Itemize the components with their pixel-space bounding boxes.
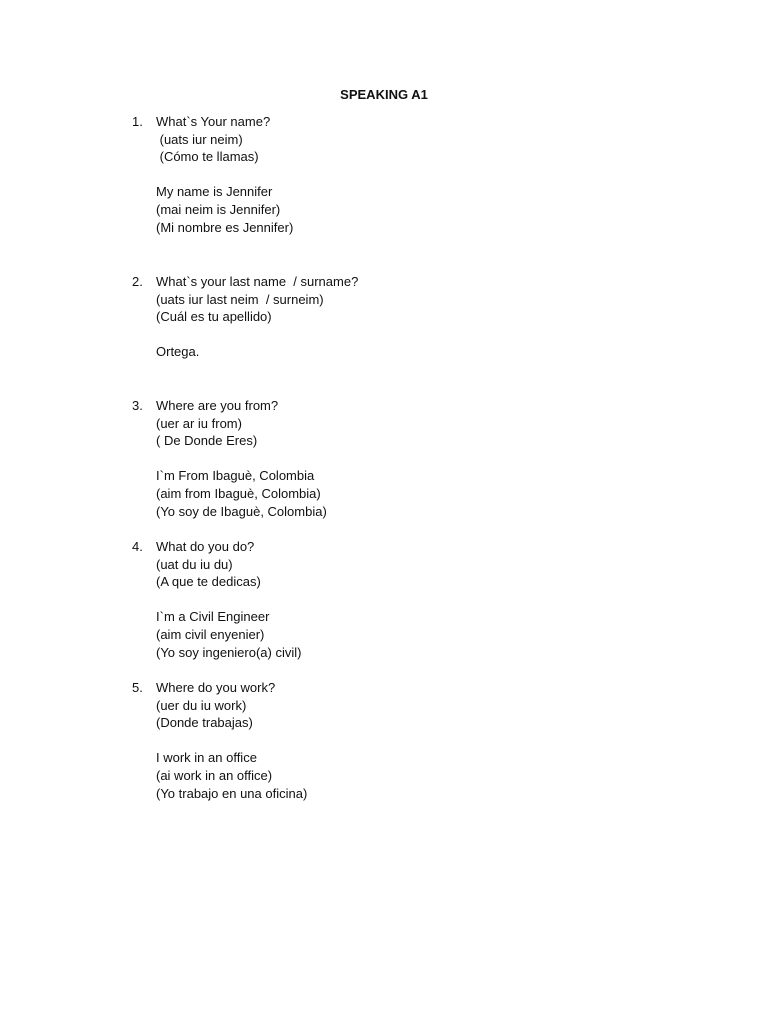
spacer: [156, 732, 646, 750]
item-body: [156, 273, 646, 361]
question-text: What`s your last name / surname?: [156, 274, 359, 289]
item-number: 4.: [132, 539, 143, 554]
question-translation: (Cómo te llamas): [156, 149, 259, 165]
spacer: [156, 166, 646, 184]
question-pronunciation: (uats iur neim): [156, 131, 243, 147]
spacer: [156, 450, 646, 468]
answer-translation: (Yo soy de Ibaguè, Colombia): [156, 503, 327, 519]
item-number: 2.: [132, 274, 143, 289]
question-pronunciation: (uer du iu work): [156, 697, 247, 713]
item-number: 5.: [132, 680, 143, 695]
item-body: [156, 113, 646, 236]
answer-pronunciation: (ai work in an office): [156, 767, 273, 783]
question-text: Where do you work?: [156, 680, 276, 695]
answer-translation: (Yo trabajo en una oficina): [156, 785, 308, 801]
page-title: SPEAKING A1: [340, 87, 428, 102]
question-pronunciation: (uer ar iu from): [156, 415, 242, 431]
question-translation: (A que te dedicas): [156, 574, 261, 590]
item-body: [156, 538, 646, 661]
answer-translation: (Yo soy ingeniero(a) civil): [156, 644, 302, 660]
question-translation: ( De Donde Eres): [156, 433, 258, 449]
answer-pronunciation: (aim civil enyenier): [156, 626, 265, 642]
question-text: What`s Your name?: [156, 114, 271, 129]
answer-translation: (Mi nombre es Jennifer): [156, 219, 294, 235]
answer-pronunciation: (mai neim is Jennifer): [156, 201, 281, 217]
question-translation: (Cuál es tu apellido): [156, 309, 272, 325]
question-text: Where are you from?: [156, 398, 279, 413]
item-number: 1.: [132, 114, 143, 129]
item-number: 3.: [132, 398, 143, 413]
answer-text: I`m From Ibaguè, Colombia: [156, 468, 315, 484]
answer-text: I work in an office: [156, 750, 257, 766]
question-pronunciation: (uats iur last neim / surneim): [156, 291, 324, 307]
answer-text: My name is Jennifer: [156, 184, 273, 200]
spacer: [156, 326, 646, 344]
item-body: [156, 397, 646, 520]
answer-text: Ortega.: [156, 344, 200, 360]
item-body: [156, 679, 646, 802]
spacer: [156, 591, 646, 609]
answer-pronunciation: (aim from Ibaguè, Colombia): [156, 485, 321, 501]
question-text: What do you do?: [156, 539, 255, 554]
answer-text: I`m a Civil Engineer: [156, 609, 270, 625]
question-pronunciation: (uat du iu du): [156, 556, 233, 572]
question-translation: (Donde trabajas): [156, 715, 253, 731]
